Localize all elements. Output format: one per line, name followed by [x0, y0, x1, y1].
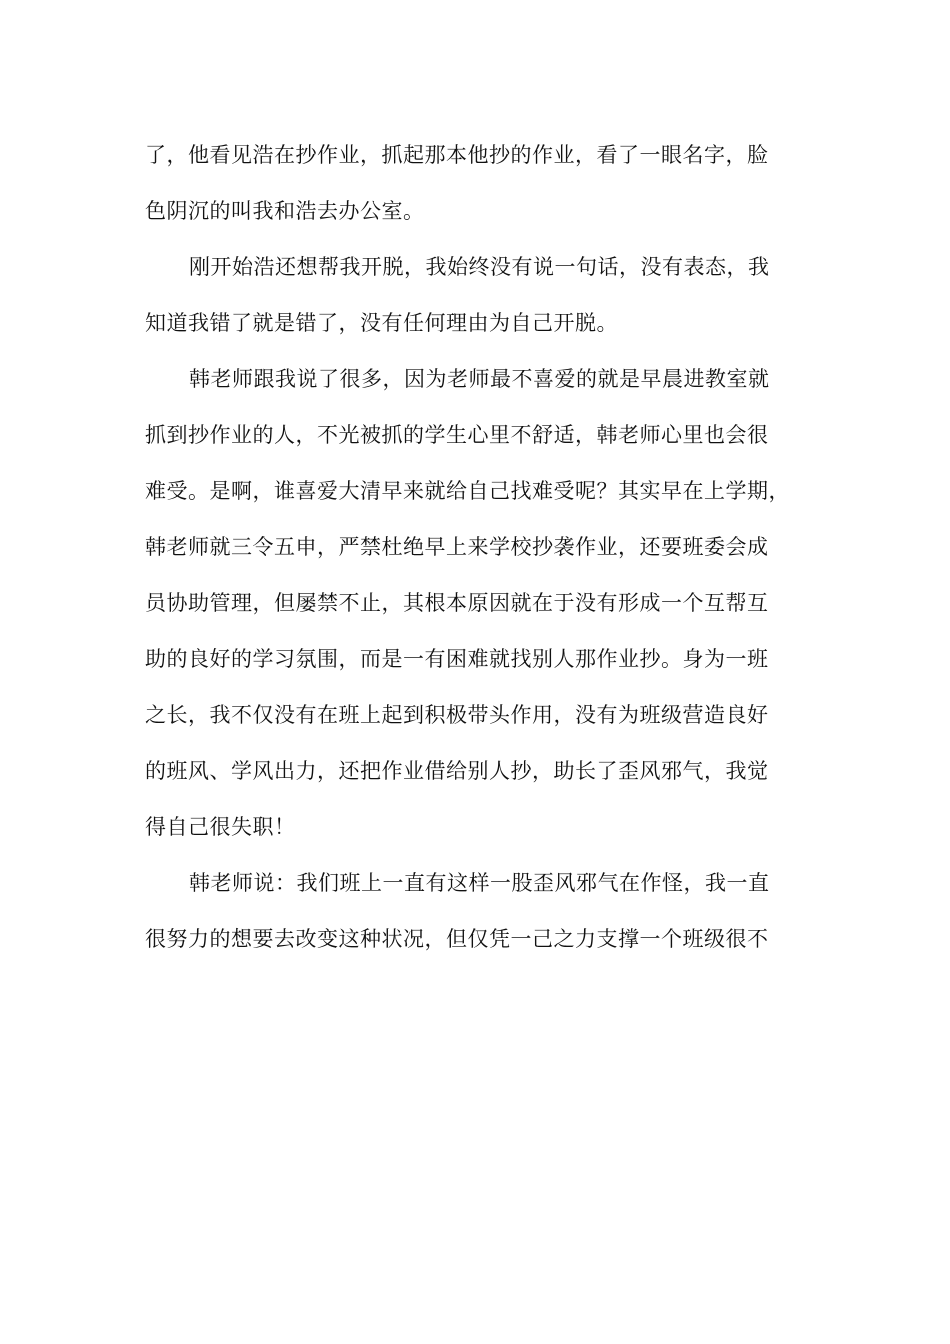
text-line: 难受。是啊，谁喜爱大清早来就给自己找难受呢？其实早在上学期， [145, 479, 790, 503]
text-line: 的班风、学风出力，还把作业借给别人抄，助长了歪风邪气，我觉 [145, 759, 769, 783]
body-text [145, 127, 810, 967]
text-line: 色阴沉的叫我和浩去办公室。 [145, 199, 425, 223]
text-line: 之长，我不仅没有在班上起到积极带头作用，没有为班级营造良好 [145, 703, 769, 727]
text-line: 抓到抄作业的人，不光被抓的学生心里不舒适，韩老师心里也会很 [145, 423, 769, 447]
paragraph-first-line: 韩老师说：我们班上一直有这样一股歪风邪气在作怪，我一直 [189, 871, 770, 895]
text-line: 员协助管理，但屡禁不止，其根本原因就在于没有形成一个互帮互 [145, 591, 769, 615]
paragraph-first-line: 韩老师跟我说了很多，因为老师最不喜爱的就是早晨进教室就 [189, 367, 770, 391]
text-line: 得自己很失职！ [145, 815, 296, 839]
text-line: 韩老师就三令五申，严禁杜绝早上来学校抄袭作业，还要班委会成 [145, 535, 769, 559]
text-line: 助的良好的学习氛围，而是一有困难就找别人那作业抄。身为一班 [145, 647, 769, 671]
text-line: 了，他看见浩在抄作业，抓起那本他抄的作业，看了一眼名字，脸 [145, 143, 769, 167]
text-line: 知道我错了就是错了，没有任何理由为自己开脱。 [145, 311, 618, 335]
paragraph-first-line: 刚开始浩还想帮我开脱，我始终没有说一句话，没有表态，我 [189, 255, 770, 279]
text-line: 很努力的想要去改变这种状况，但仅凭一己之力支撑一个班级很不 [145, 927, 769, 951]
